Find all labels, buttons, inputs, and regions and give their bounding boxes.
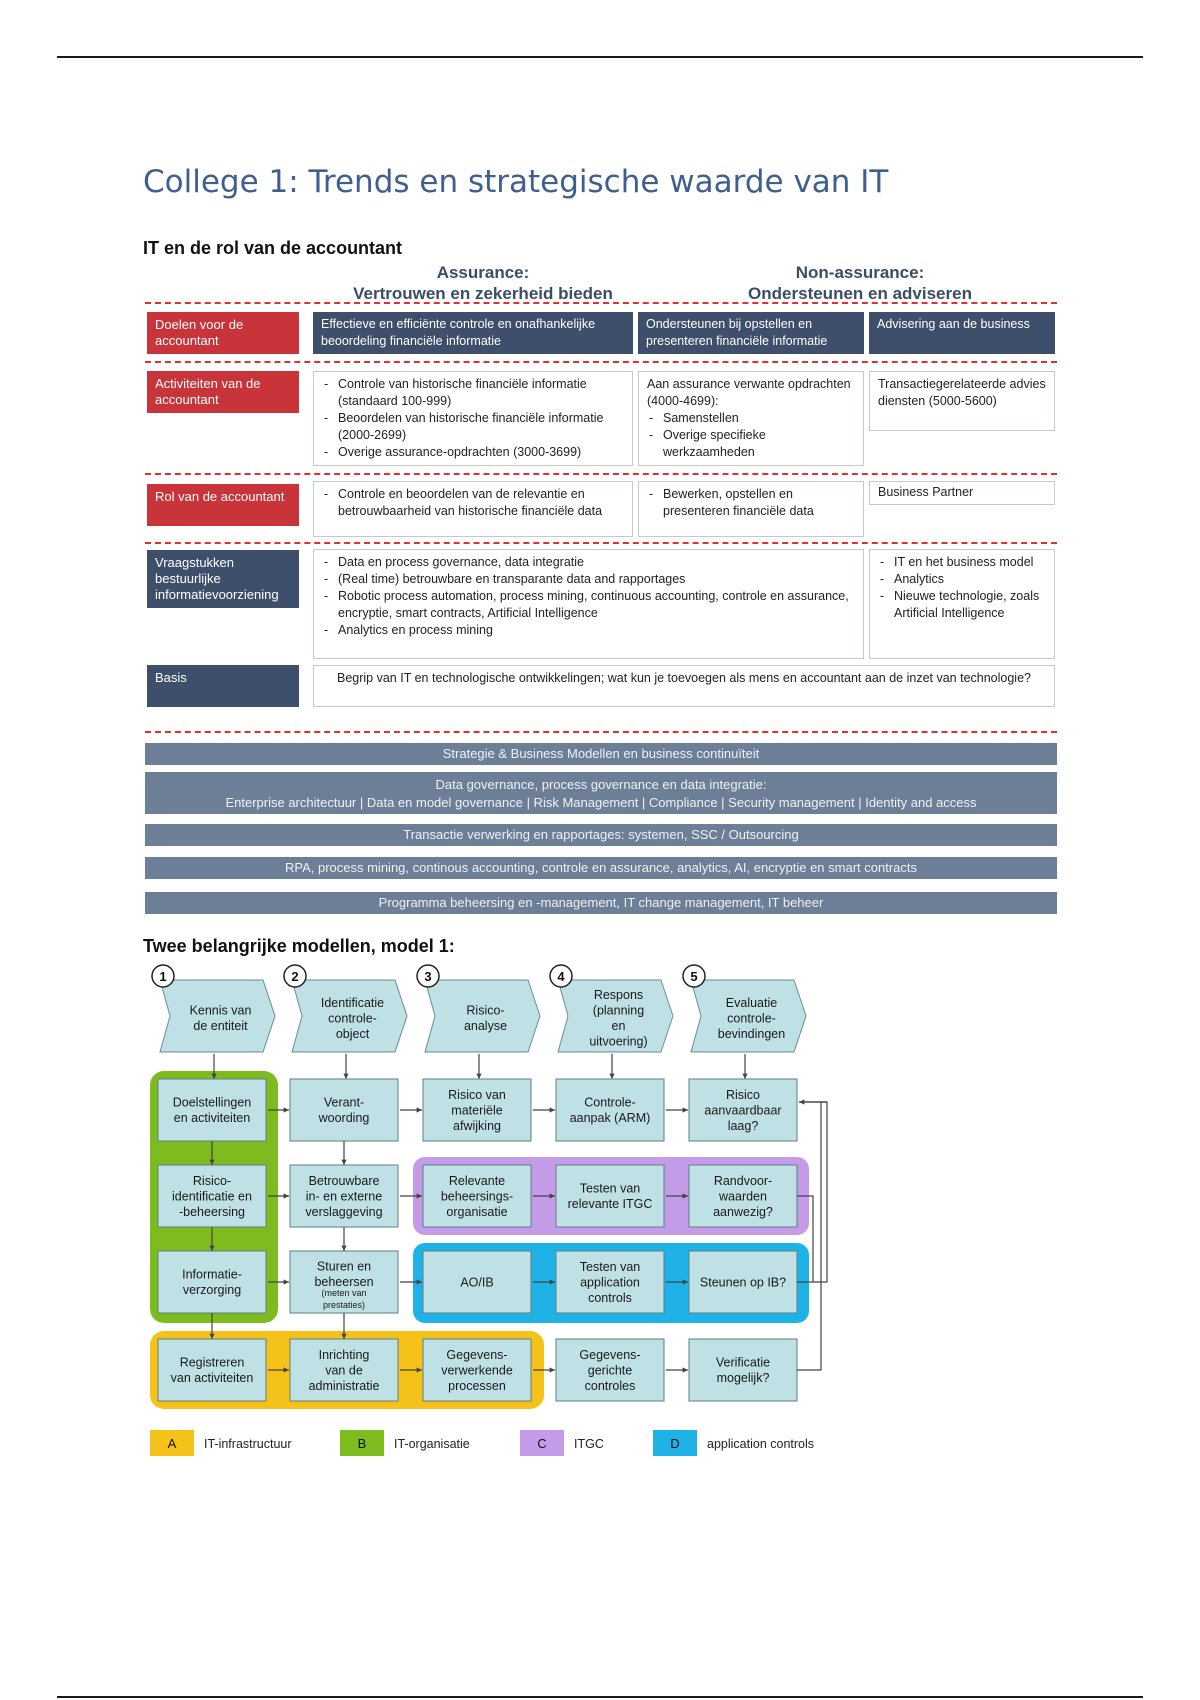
step-number: 2 bbox=[291, 969, 299, 984]
text-line: uitvoering) bbox=[589, 1034, 648, 1049]
col-nonassurance-heading bbox=[700, 262, 1020, 304]
text-line: en bbox=[611, 1019, 626, 1034]
box-label bbox=[314, 1260, 373, 1290]
text-line: Gegevens- bbox=[579, 1347, 641, 1362]
text-line: Gegevens- bbox=[446, 1347, 508, 1362]
box-rect bbox=[158, 1339, 266, 1401]
text-line: Testen van bbox=[579, 1181, 641, 1196]
text-line: van activiteiten bbox=[170, 1371, 254, 1386]
box-label bbox=[441, 1348, 513, 1393]
text-line: controles bbox=[584, 1378, 636, 1393]
header-rule bbox=[57, 56, 1143, 58]
text-line: beheersings- bbox=[440, 1189, 514, 1204]
list-item: - Overige specifieke werkzaamheden bbox=[663, 427, 855, 461]
legend-item-a bbox=[150, 1430, 292, 1456]
box-r2-c2 bbox=[290, 1165, 398, 1227]
list-item: - Bewerken, opstellen en presenteren financiële data bbox=[663, 486, 855, 520]
box-r3-c4 bbox=[556, 1251, 664, 1313]
text-line: organisatie bbox=[446, 1204, 508, 1219]
text-line: Kennis van bbox=[189, 1003, 252, 1018]
arrow-head bbox=[284, 1279, 289, 1284]
text-line: Identificatie bbox=[320, 995, 385, 1010]
text-line: verwerkende bbox=[441, 1363, 513, 1378]
list-item: - Overige assurance-opdrachten (3000-3699) bbox=[338, 444, 624, 461]
rol-business-partner: Business Partner bbox=[869, 481, 1055, 505]
text-line: (planning bbox=[592, 1003, 645, 1018]
text-line: woording bbox=[318, 1111, 370, 1126]
box-r3-c1 bbox=[158, 1251, 266, 1313]
box-r2-c4 bbox=[556, 1165, 664, 1227]
rol-verwant-list bbox=[647, 486, 855, 520]
legend-key: B bbox=[357, 1436, 367, 1451]
arrow-head bbox=[683, 1107, 688, 1112]
legend-key: D bbox=[670, 1436, 680, 1451]
text-line: analyse bbox=[463, 1019, 508, 1034]
list-item: - Analytics en process mining bbox=[338, 622, 855, 639]
box-r2-c3 bbox=[423, 1165, 531, 1227]
step-3 bbox=[417, 965, 540, 1052]
arrow-head bbox=[683, 1367, 688, 1372]
legend-item-c bbox=[520, 1430, 604, 1456]
text-line: prestaties) bbox=[322, 1300, 366, 1311]
row-label-rol: Rol van de accountant bbox=[147, 484, 299, 526]
step-label bbox=[464, 1004, 507, 1034]
rol-assurance bbox=[313, 481, 633, 537]
text-line: Sturen en bbox=[316, 1259, 372, 1274]
activiteiten-verwant-list bbox=[647, 410, 855, 461]
box-rect bbox=[290, 1079, 398, 1141]
box-rect bbox=[158, 1251, 266, 1313]
text-line: controle- bbox=[727, 1011, 776, 1026]
col-assurance-heading bbox=[318, 262, 648, 304]
legend-key: C bbox=[537, 1436, 547, 1451]
row-label-basis: Basis bbox=[147, 665, 299, 707]
section-heading-model: Twee belangrijke modellen, model 1: bbox=[143, 936, 455, 956]
text-line: van de bbox=[325, 1363, 363, 1378]
text-line: verslaggeving bbox=[305, 1204, 383, 1219]
box-label bbox=[579, 1348, 640, 1393]
layer-bar-transactie: Transactie verwerking en rapportages: systemen, SSC / Outsourcing bbox=[145, 824, 1057, 846]
text-line: application bbox=[580, 1275, 640, 1290]
layer-bar-governance bbox=[145, 772, 1057, 814]
col-assurance-subtitle: Vertrouwen en zekerheid bieden bbox=[353, 284, 613, 303]
arrow-head bbox=[799, 1099, 804, 1104]
row-label-doelen: Doelen voor de accountant bbox=[147, 312, 299, 354]
legend-item-d bbox=[653, 1430, 814, 1456]
box-r1-c1 bbox=[158, 1079, 266, 1141]
feedback-connector bbox=[797, 1102, 821, 1370]
text-line: controle- bbox=[328, 1011, 377, 1026]
text-line: aanpak (ARM) bbox=[569, 1111, 651, 1126]
list-item: - Samenstellen bbox=[663, 410, 855, 427]
list-item: - Analytics bbox=[894, 571, 1046, 588]
layer-bar-governance-title: Data governance, process governance en data integratie: bbox=[435, 777, 767, 792]
layer-bar-rpa: RPA, process mining, continous accounting, controle en assurance, analytics, AI, encryptie en smart contracts bbox=[145, 857, 1057, 879]
text-line: aanvaardbaar bbox=[704, 1103, 782, 1118]
arrow-head bbox=[550, 1107, 555, 1112]
text-line: Controle- bbox=[584, 1095, 636, 1110]
box-r1-c2 bbox=[290, 1079, 398, 1141]
text-line: AO/IB bbox=[460, 1275, 494, 1290]
row-label-vraagstukken: Vraagstukken bestuurlijke informatievoorziening bbox=[147, 550, 299, 608]
text-line: afwijking bbox=[453, 1118, 501, 1133]
text-line: laag? bbox=[727, 1118, 759, 1133]
section-heading-role: IT en de rol van de accountant bbox=[143, 238, 403, 258]
layer-bar-governance-items: Enterprise architectuur | Data en model governance | Risk Management | Compliance | Security management | Identity and access bbox=[225, 795, 977, 810]
row-divider bbox=[145, 731, 1057, 733]
step-number: 1 bbox=[159, 969, 167, 984]
list-item: - IT en het business model bbox=[894, 554, 1046, 571]
row-divider bbox=[145, 542, 1057, 544]
rol-assurance-list bbox=[322, 486, 624, 520]
col-nonassurance-subtitle: Ondersteunen en adviseren bbox=[748, 284, 972, 303]
step-label bbox=[718, 996, 785, 1041]
box-r2-c5 bbox=[689, 1165, 797, 1227]
box-r1-c4 bbox=[556, 1079, 664, 1141]
box-label bbox=[305, 1174, 382, 1219]
arrow-head bbox=[284, 1193, 289, 1198]
basis-text: Begrip van IT en technologische ontwikkelingen; wat kun je toevoegen als mens en accountant aan de inzet van technologie? bbox=[313, 665, 1055, 707]
row-divider bbox=[145, 473, 1057, 475]
row-divider bbox=[145, 302, 1057, 304]
activiteiten-assurance-list bbox=[322, 376, 624, 461]
layer-bar-programma: Programma beheersing en -management, IT change management, IT beheer bbox=[145, 892, 1057, 914]
box-label bbox=[448, 1088, 506, 1133]
arrow-head bbox=[284, 1107, 289, 1112]
step-label bbox=[190, 1004, 252, 1034]
activiteiten-verwant bbox=[638, 371, 864, 466]
arrow-head bbox=[550, 1367, 555, 1372]
text-line: beheersen bbox=[314, 1275, 374, 1290]
box-label bbox=[700, 1275, 786, 1289]
col-assurance-title: Assurance: bbox=[436, 263, 530, 282]
box-label bbox=[580, 1260, 641, 1305]
box-r4-c5 bbox=[689, 1339, 797, 1401]
doelen-samenstellen: Ondersteunen bij opstellen en presenteren financiële informatie bbox=[638, 312, 864, 354]
text-line: Relevante bbox=[448, 1173, 506, 1188]
text-line: Betrouwbare bbox=[308, 1173, 380, 1188]
legend-label: application controls bbox=[707, 1437, 815, 1451]
step-1 bbox=[152, 965, 275, 1052]
activiteiten-assurance bbox=[313, 371, 633, 466]
text-line: verzorging bbox=[182, 1283, 242, 1298]
text-line: de entiteit bbox=[193, 1019, 248, 1034]
text-line: materiële bbox=[451, 1103, 503, 1118]
arrow-head bbox=[417, 1107, 422, 1112]
step-2 bbox=[284, 965, 407, 1052]
legend-label: IT-infrastructuur bbox=[204, 1437, 292, 1451]
text-line: Registreren bbox=[179, 1355, 245, 1370]
row-divider bbox=[145, 361, 1057, 363]
col-nonassurance-title: Non-assurance: bbox=[795, 263, 925, 282]
doelen-assurance: Effectieve en efficiënte controle en onafhankelijke beoordeling financiële informatie bbox=[313, 312, 633, 354]
box-r3-c2 bbox=[290, 1251, 398, 1313]
vraagstukken-main bbox=[313, 549, 864, 659]
box-label bbox=[716, 1356, 770, 1386]
rol-verwant bbox=[638, 481, 864, 537]
text-line: mogelijk? bbox=[716, 1371, 770, 1386]
activiteiten-verwant-intro: Aan assurance verwante opdrachten (4000-4699): bbox=[647, 377, 851, 408]
arrow-head bbox=[341, 1160, 346, 1165]
box-r4-c4 bbox=[556, 1339, 664, 1401]
box-r1-c5 bbox=[689, 1079, 797, 1141]
step-number: 3 bbox=[424, 969, 432, 984]
box-rect bbox=[556, 1165, 664, 1227]
text-line: identificatie en bbox=[172, 1189, 252, 1204]
arrow-head bbox=[476, 1074, 481, 1079]
box-r4-c2 bbox=[290, 1339, 398, 1401]
text-line: Verificatie bbox=[715, 1355, 771, 1370]
box-label bbox=[173, 1096, 252, 1126]
doelen-advisering: Advisering aan de business bbox=[869, 312, 1055, 354]
text-line: Steunen op IB? bbox=[699, 1275, 787, 1290]
step-5 bbox=[683, 965, 806, 1052]
text-line: relevante ITGC bbox=[567, 1197, 653, 1212]
text-line: bevindingen bbox=[717, 1026, 786, 1041]
row-label-activiteiten: Activiteiten van de accountant bbox=[147, 371, 299, 413]
box-label bbox=[182, 1268, 242, 1298]
vraagstukken-main-list bbox=[322, 554, 855, 639]
list-item: - Data en process governance, data integratie bbox=[338, 554, 855, 571]
text-line: Informatie- bbox=[182, 1267, 242, 1282]
box-rect bbox=[689, 1339, 797, 1401]
box-rect bbox=[158, 1079, 266, 1141]
step-4 bbox=[550, 965, 673, 1052]
box-label bbox=[460, 1275, 493, 1289]
page-title: College 1: Trends en strategische waarde van IT bbox=[143, 164, 889, 200]
box-r3-c3 bbox=[423, 1251, 531, 1313]
list-item: - Controle en beoordelen van de relevantie en betrouwbaarheid van historische financiële data bbox=[338, 486, 624, 520]
arrow-head bbox=[742, 1074, 747, 1079]
text-line: Testen van bbox=[579, 1259, 641, 1274]
legend-item-b bbox=[340, 1430, 470, 1456]
box-label bbox=[318, 1096, 370, 1126]
text-line: en activiteiten bbox=[173, 1111, 251, 1126]
arrow-head bbox=[341, 1246, 346, 1251]
arrow-head bbox=[609, 1074, 614, 1079]
vraagstukken-advies bbox=[869, 549, 1055, 659]
legend-label: IT-organisatie bbox=[394, 1437, 470, 1451]
text-line: Risico van bbox=[448, 1087, 506, 1102]
footer-rule bbox=[57, 1696, 1143, 1698]
box-rect bbox=[556, 1079, 664, 1141]
step-number: 5 bbox=[690, 969, 698, 984]
legend-label: ITGC bbox=[574, 1437, 604, 1451]
text-line: administratie bbox=[308, 1378, 380, 1393]
list-item: - (Real time) betrouwbare en transparante data and rapportages bbox=[338, 571, 855, 588]
step-number: 4 bbox=[557, 969, 565, 984]
text-line: Doelstellingen bbox=[172, 1095, 252, 1110]
list-item: - Controle van historische financiële informatie (standaard 100-999) bbox=[338, 376, 624, 410]
text-line: Risico bbox=[725, 1087, 761, 1102]
audit-model-diagram bbox=[148, 960, 848, 1470]
text-line: Risico- bbox=[192, 1173, 232, 1188]
text-line: controls bbox=[588, 1290, 632, 1305]
layer-bar-strategie: Strategie & Business Modellen en business continuïteit bbox=[145, 743, 1057, 765]
text-line: Verant- bbox=[323, 1095, 365, 1110]
box-r1-c3 bbox=[423, 1079, 531, 1141]
activiteiten-advies: Transactiegerelateerde advies diensten (5000-5600) bbox=[869, 371, 1055, 431]
text-line: -beheersing bbox=[178, 1204, 246, 1219]
legend-key: A bbox=[167, 1436, 177, 1451]
text-line: processen bbox=[448, 1378, 506, 1393]
box-r4-c3 bbox=[423, 1339, 531, 1401]
box-label bbox=[568, 1182, 653, 1212]
text-line: Respons bbox=[593, 988, 644, 1003]
box-r2-c1 bbox=[158, 1165, 266, 1227]
text-line: aanwezig? bbox=[713, 1204, 773, 1219]
text-line: Inrichting bbox=[318, 1347, 370, 1362]
list-item: - Nieuwe technologie, zoals Artificial Intelligence bbox=[894, 588, 1046, 622]
box-label bbox=[171, 1356, 254, 1386]
list-item: - Beoordelen van historische financiële informatie (2000-2699) bbox=[338, 410, 624, 444]
text-line: waarden bbox=[719, 1189, 767, 1204]
text-line: (meten van bbox=[321, 1288, 367, 1299]
text-line: Evaluatie bbox=[725, 995, 778, 1010]
list-item: - Robotic process automation, process mining, continuous accounting, controle en assurance, encryptie, smart contracts, Artificial Intelligence bbox=[338, 588, 855, 622]
arrow-head bbox=[343, 1074, 348, 1079]
text-line: in- en externe bbox=[305, 1189, 383, 1204]
box-r3-c5 bbox=[689, 1251, 797, 1313]
box-label bbox=[441, 1174, 513, 1219]
vraagstukken-advies-list bbox=[878, 554, 1046, 622]
box-r4-c1 bbox=[158, 1339, 266, 1401]
text-line: object bbox=[335, 1026, 370, 1041]
text-line: Risico- bbox=[466, 1003, 505, 1018]
text-line: gerichte bbox=[587, 1363, 633, 1378]
box-label bbox=[713, 1174, 773, 1219]
text-line: Randvoor- bbox=[713, 1173, 773, 1188]
